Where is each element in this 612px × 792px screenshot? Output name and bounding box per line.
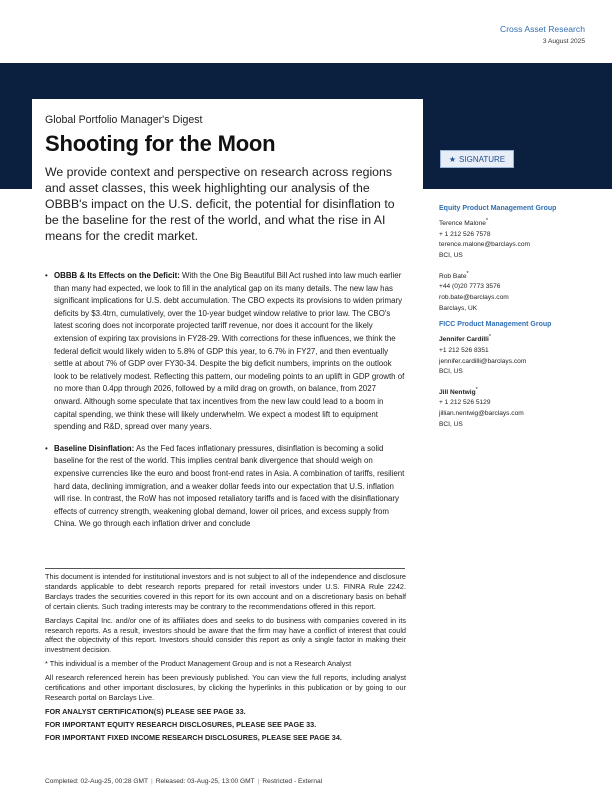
intro-summary: We provide context and perspective on research across regions and asset classes, this week highlighting our analysis of the OBBB's impact on the U.S. deficit, the potential for disinflation to be the baseline for the rest of the world, and what the rise in AI means for the credit market. bbox=[45, 165, 395, 243]
contact-name: Rob Bate bbox=[439, 272, 467, 280]
list-item bbox=[45, 270, 405, 434]
fixed-income-disclosures-link[interactable]: FOR IMPORTANT FIXED INCOME RESEARCH DISCLOSURES, PLEASE SEE PAGE 34. bbox=[45, 732, 342, 742]
footer-separator: | bbox=[151, 778, 153, 785]
classification-label: Restricted - External bbox=[262, 778, 323, 785]
released-timestamp: Released: 03-Aug-25, 13:00 GMT bbox=[155, 778, 255, 785]
star-icon: ★ bbox=[448, 154, 457, 164]
list-item bbox=[45, 443, 405, 531]
pm-group-note: * This individual is a member of the Product Management Group and is not a Research Analyst bbox=[45, 659, 352, 669]
bullet-heading: OBBB & Its Effects on the Deficit: bbox=[54, 271, 180, 280]
contact-name: Jill Nentwig bbox=[439, 388, 476, 396]
contact-mark: * bbox=[466, 270, 469, 277]
disclaimer-paragraph: Barclays Capital Inc. and/or one of its affiliates does and seeks to do business with companies covered in its research reports. As a result, investors should be aware that the firm may have a conflict of interest that could affect the objectivity of this report. Investors should consider this report as only a single factor in making their investment decision. bbox=[45, 615, 406, 655]
bullet-text: With the One Big Beautiful Bill Act rushed into law much earlier than many had expected, we look to fill in the analytical gap on its many details. The new law has significant implications for U.S. debt accumulation. The CBO expects its provisions to widen primary deficits by $3.4trn, cumulatively, over the 10-year budget window relative to prior law. The CBO's latest scoring does not incorporate projected tariff revenue, nor does it account for the likely extension of expiring tax provisions in FY28-29. With corrections for these influences, we think the federal deficit would likely widen to 5.8% of GDP this year, to 6.7% in FY27, and then eventually settle at about 7% of GDP over FY30-34. Despite the big deficit numbers, imprints on the outlook look to be relatively modest. Reflecting this pattern, our modeling points to an uplift in GDP growth of no more than 0.4pp through 2026, followed by a mild drag on growth, on balance, from 2027 onward. Although some speculate that tax incentives from the new law could lead to a boom in capital spending, we think these will likely underwhelm. We expect a modest lift to equipment spending and R&D, spread over many years. bbox=[54, 271, 405, 432]
bullet-icon: • bbox=[45, 443, 48, 453]
contact-mark: * bbox=[485, 218, 489, 224]
contact-mark: * bbox=[475, 386, 478, 393]
page-title: Shooting for the Moon bbox=[45, 131, 276, 156]
contact-entity: Barclays, UK bbox=[439, 304, 478, 312]
disclaimer-paragraph: This document is intended for institutional investors and is not subject to all of the independence and disclosure standards applicable to debt research reports prepared for retail investors under U.S. FINRA Rule 2242. Barclays trades the securities covered in this report for its own account and on a discretionary basis on behalf of certain clients. Such trading interests may be contrary to the recommendations offered in this report. bbox=[45, 572, 406, 611]
contact-name: Terence Malone bbox=[439, 220, 486, 228]
bullet-icon: • bbox=[45, 271, 48, 280]
contact-mark: * bbox=[488, 334, 491, 341]
disclaimer-paragraph: All research referenced herein has been previously published. You can view the full reports, including analyst certifications and other important disclosures, by clicking the hyperlinks in this publication or by going to our Research portal on Barclays Live. bbox=[45, 673, 406, 702]
contact-email[interactable]: terence.malone@barclays.com bbox=[439, 241, 530, 249]
analyst-certification-link[interactable]: FOR ANALYST CERTIFICATION(S) PLEASE SEE PAGE 33. bbox=[45, 706, 246, 716]
contact-card bbox=[439, 269, 589, 315]
contacts-sidebar bbox=[439, 205, 589, 437]
contact-email[interactable]: rob.bate@barclays.com bbox=[439, 293, 509, 301]
report-date: 3 August 2025 bbox=[542, 38, 585, 45]
signature-badge bbox=[440, 150, 514, 168]
footer-separator: | bbox=[257, 778, 260, 785]
contact-entity: BCI, US bbox=[439, 420, 463, 428]
disclaimer-block bbox=[45, 572, 406, 746]
contact-email[interactable]: jillian.nentwig@barclays.com bbox=[439, 410, 524, 418]
bullet-heading: Baseline Disinflation: bbox=[54, 443, 135, 453]
signature-badge-label: SIGNATURE bbox=[459, 154, 506, 164]
contact-card bbox=[439, 332, 589, 378]
document-footer bbox=[45, 778, 322, 785]
disclaimer-divider bbox=[45, 568, 405, 569]
contact-card bbox=[439, 385, 589, 431]
contact-name: Jennifer Cardilli bbox=[439, 336, 489, 344]
report-header bbox=[500, 24, 585, 45]
contact-phone: +44 (0)20 7773 3576 bbox=[439, 283, 501, 291]
contact-email[interactable]: jennifer.cardilli@barclays.com bbox=[439, 357, 527, 365]
contact-phone: + 1 212 526 5129 bbox=[439, 399, 491, 407]
series-kicker: Global Portfolio Manager's Digest bbox=[45, 114, 203, 126]
highlights-list bbox=[45, 270, 405, 540]
completed-timestamp: Completed: 02-Aug-25, 00:28 GMT bbox=[45, 778, 148, 785]
contact-entity: BCI, US bbox=[439, 368, 463, 376]
contact-entity: BCI, US bbox=[439, 251, 463, 259]
contact-group-title: Equity Product Management Group bbox=[439, 205, 557, 212]
contact-group-title: FICC Product Management Group bbox=[439, 321, 552, 329]
contact-phone: +1 212 526 8351 bbox=[439, 346, 489, 354]
department-label: Cross Asset Research bbox=[499, 24, 585, 34]
bullet-text: As the Fed faces inflationary pressures, disinflation is becoming a solid baseline for the rest of the world. This implies central bank divergence that should weigh on expensive currencies like the euro and boost front-end rates in Asia. A combination of tariffs, resilient hard data, declining immigration, and a weaker dollar feeds into our expectation that U.S. inflation will rise. In contrast, the RoW has not imposed retaliatory tariffs and is faced with the disinflationary effects of currency strength, weakening global demand, lower oil prices, and excess supply from China. We go through each inflation driver and conclude bbox=[54, 443, 405, 529]
contact-phone: + 1 212 526 7578 bbox=[439, 230, 491, 238]
contact-card bbox=[439, 216, 589, 262]
equity-disclosures-link[interactable]: FOR IMPORTANT EQUITY RESEARCH DISCLOSURES, PLEASE SEE PAGE 33. bbox=[45, 719, 317, 729]
